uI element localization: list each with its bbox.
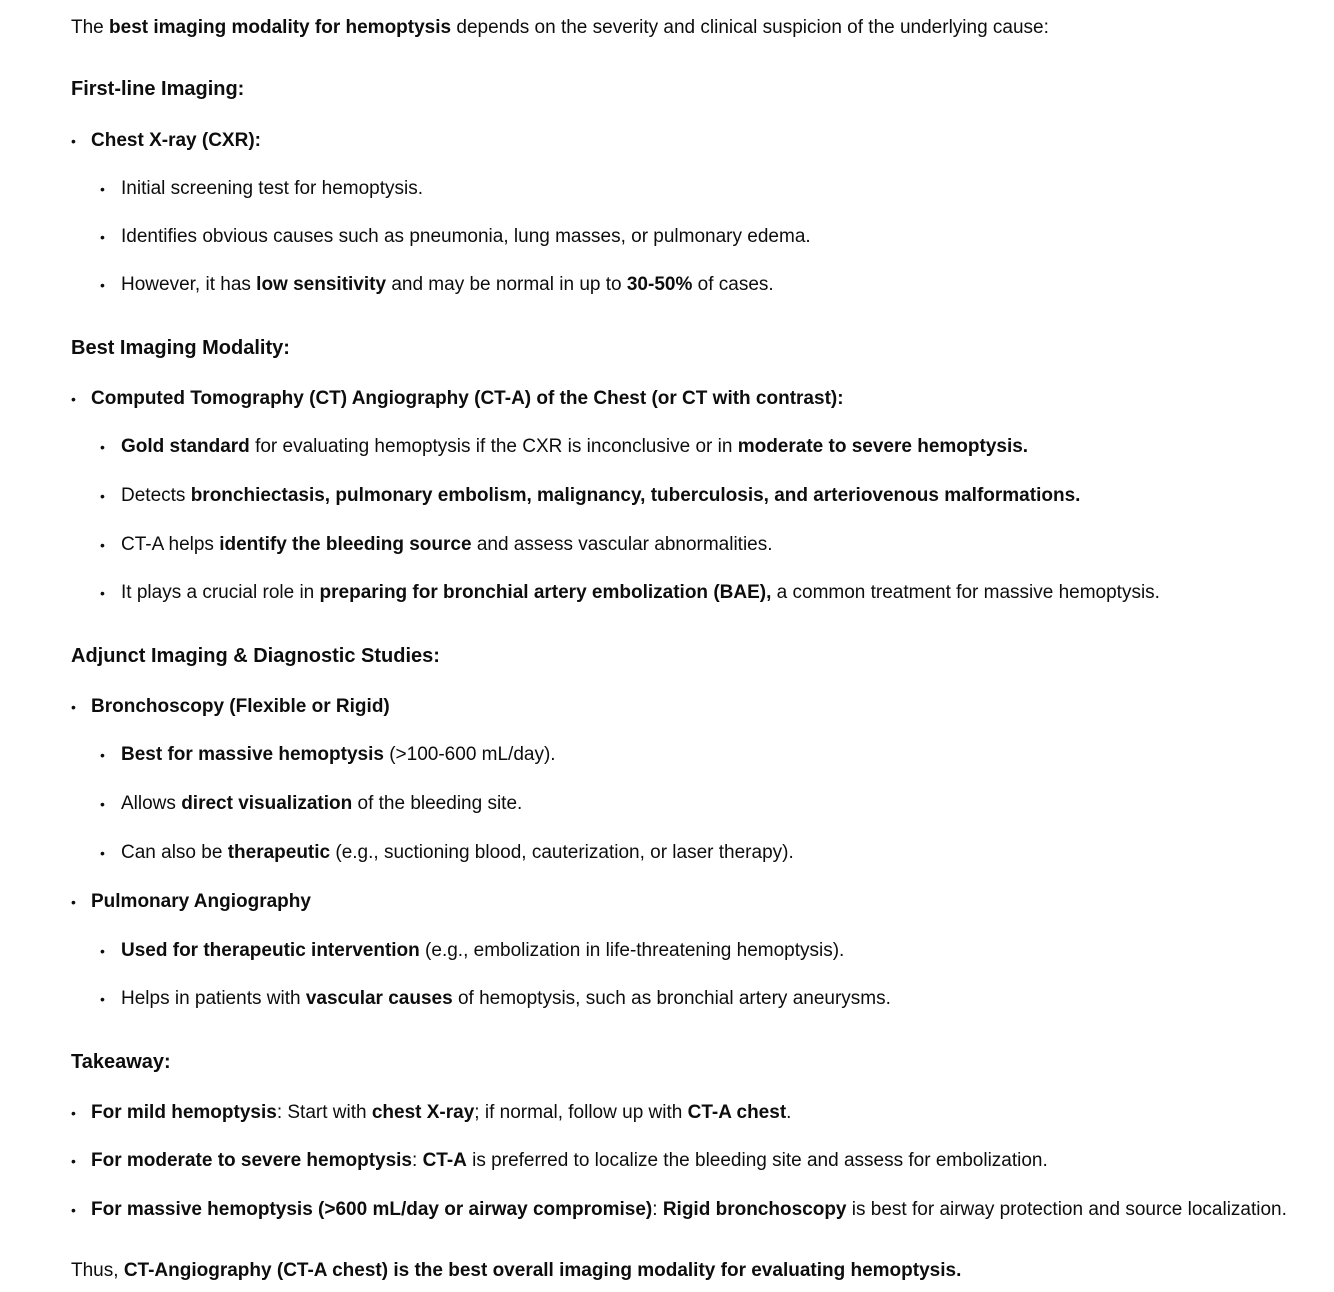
- sub-list-item-text: and may be normal in up to: [386, 274, 627, 295]
- takeaway-emphasis: For mild hemoptysis: [91, 1102, 277, 1123]
- takeaway-emphasis: CT-A chest: [687, 1102, 787, 1123]
- bullet-icon: •: [100, 537, 105, 553]
- sub-list-item-text: Identifies obvious causes such as pneumonia, lung masses, or pulmonary edema.: [121, 226, 811, 247]
- section-heading-adjunct-imaging: Adjunct Imaging & Diagnostic Studies:: [71, 645, 440, 667]
- sub-list-item-emphasis: low sensitivity: [256, 274, 387, 295]
- sub-list-item: [71, 841, 794, 865]
- takeaway-item: [71, 1101, 791, 1125]
- takeaway-text: :: [412, 1150, 423, 1171]
- sub-list-item-emphasis: bronchiectasis, pulmonary embolism, malignancy, tuberculosis, and arteriovenous malformations.: [190, 485, 1081, 506]
- bullet-icon: •: [100, 943, 105, 959]
- takeaway-text: is best for airway protection and source localization.: [846, 1199, 1287, 1220]
- sub-list-item: [71, 177, 423, 201]
- list-item-bronchoscopy: [71, 695, 390, 719]
- sub-list-item-text: CT-A helps: [121, 534, 220, 555]
- bullet-icon: •: [100, 845, 105, 861]
- sub-list-item-text: (e.g., embolization in life-threatening hemoptysis).: [419, 940, 845, 961]
- takeaway-text: : Start with: [276, 1102, 372, 1123]
- section-heading-takeaway: Takeaway:: [71, 1051, 171, 1073]
- conclusion-paragraph: [71, 1259, 961, 1283]
- sub-list-item: [71, 987, 891, 1011]
- list-item-label: Chest X-ray (CXR):: [91, 130, 261, 151]
- sub-list-item: [71, 939, 844, 963]
- sub-list-item-text: of cases.: [692, 274, 774, 295]
- sub-list-item: [71, 581, 1160, 605]
- takeaway-emphasis: Rigid bronchoscopy: [662, 1199, 847, 1220]
- sub-list-item-emphasis: Best for massive hemoptysis: [121, 744, 384, 765]
- sub-list-item-text: Allows: [121, 793, 182, 814]
- section-heading-best-imaging-modality: Best Imaging Modality:: [71, 337, 290, 359]
- sub-list-item-text: of hemoptysis, such as bronchial artery aneurysms.: [452, 988, 891, 1009]
- bullet-icon: •: [100, 277, 105, 293]
- bullet-icon: •: [100, 439, 105, 455]
- sub-list-item-text: Helps in patients with: [121, 988, 306, 1009]
- takeaway-text: :: [652, 1199, 663, 1220]
- conclusion-emphasis: CT-Angiography (CT-A chest) is the best overall imaging modality for evaluating hemoptysis.: [123, 1260, 962, 1281]
- sub-list-item: [71, 792, 522, 816]
- sub-list-item-text: Initial screening test for hemoptysis.: [121, 178, 424, 199]
- sub-list-item: [71, 225, 811, 249]
- list-item-chest-xray: [71, 129, 261, 153]
- sub-list-item-emphasis: preparing for bronchial artery embolization (BAE),: [319, 582, 772, 603]
- sub-list-item-text: of the bleeding site.: [352, 793, 523, 814]
- takeaway-item: [71, 1149, 1048, 1173]
- takeaway-emphasis: CT-A: [422, 1150, 467, 1171]
- bullet-icon: •: [100, 796, 105, 812]
- takeaway-emphasis: chest X-ray: [371, 1102, 475, 1123]
- list-item-pulmonary-angiography: [71, 890, 311, 914]
- bullet-icon: •: [100, 585, 105, 601]
- takeaway-emphasis: For moderate to severe hemoptysis: [91, 1150, 412, 1171]
- sub-list-item-emphasis: Gold standard: [121, 436, 250, 457]
- sub-list-item: [71, 743, 556, 767]
- bullet-icon: •: [71, 133, 76, 149]
- takeaway-text: ; if normal, follow up with: [474, 1102, 688, 1123]
- intro-text: The: [71, 17, 110, 38]
- takeaway-item: [71, 1198, 1287, 1222]
- sub-list-item-text: and assess vascular abnormalities.: [471, 534, 773, 555]
- intro-paragraph: [71, 16, 1049, 40]
- sub-list-item: [71, 435, 1028, 459]
- sub-list-item-emphasis: moderate to severe hemoptysis.: [737, 436, 1029, 457]
- sub-list-item: [71, 533, 773, 557]
- bullet-icon: •: [100, 488, 105, 504]
- sub-list-item-text: It plays a crucial role in: [121, 582, 320, 603]
- list-item-label: Pulmonary Angiography: [91, 891, 311, 912]
- sub-list-item-emphasis: vascular causes: [305, 988, 453, 1009]
- sub-list-item-emphasis: identify the bleeding source: [219, 534, 472, 555]
- takeaway-text: .: [786, 1102, 792, 1123]
- bullet-icon: •: [100, 747, 105, 763]
- bullet-icon: •: [100, 181, 105, 197]
- bullet-icon: •: [71, 894, 76, 910]
- bullet-icon: •: [71, 1202, 76, 1218]
- section-heading-first-line-imaging: First-line Imaging:: [71, 78, 245, 100]
- conclusion-text: Thus,: [71, 1260, 124, 1281]
- sub-list-item-text: for evaluating hemoptysis if the CXR is inconclusive or in: [249, 436, 738, 457]
- sub-list-item-text: However, it has: [121, 274, 257, 295]
- takeaway-text: is preferred to localize the bleeding site and assess for embolization.: [466, 1150, 1048, 1171]
- intro-text: depends on the severity and clinical suspicion of the underlying cause:: [451, 17, 1049, 38]
- sub-list-item-emphasis: therapeutic: [227, 842, 331, 863]
- sub-list-item: [71, 484, 1080, 508]
- sub-list-item-text: Can also be: [121, 842, 228, 863]
- sub-list-item-text: Detects: [121, 485, 191, 506]
- list-item-label: Bronchoscopy (Flexible or Rigid): [91, 696, 390, 717]
- bullet-icon: •: [71, 699, 76, 715]
- sub-list-item-text: (>100-600 mL/day).: [383, 744, 556, 765]
- bullet-icon: •: [100, 229, 105, 245]
- takeaway-emphasis: For massive hemoptysis (>600 mL/day or airway compromise): [91, 1199, 653, 1220]
- sub-list-item-emphasis: Used for therapeutic intervention: [121, 940, 420, 961]
- list-item-label: Computed Tomography (CT) Angiography (CT-A) of the Chest (or CT with contrast):: [91, 388, 844, 409]
- sub-list-item-text: (e.g., suctioning blood, cauterization, or laser therapy).: [330, 842, 794, 863]
- sub-list-item-text: a common treatment for massive hemoptysis.: [771, 582, 1160, 603]
- sub-list-item-emphasis: direct visualization: [181, 793, 353, 814]
- list-item-ct-angiography: [71, 387, 844, 411]
- bullet-icon: •: [71, 1105, 76, 1121]
- bullet-icon: •: [71, 391, 76, 407]
- bullet-icon: •: [71, 1153, 76, 1169]
- sub-list-item: [71, 273, 774, 297]
- intro-emphasis: best imaging modality for hemoptysis: [109, 17, 452, 38]
- bullet-icon: •: [100, 991, 105, 1007]
- sub-list-item-emphasis: 30-50%: [626, 274, 693, 295]
